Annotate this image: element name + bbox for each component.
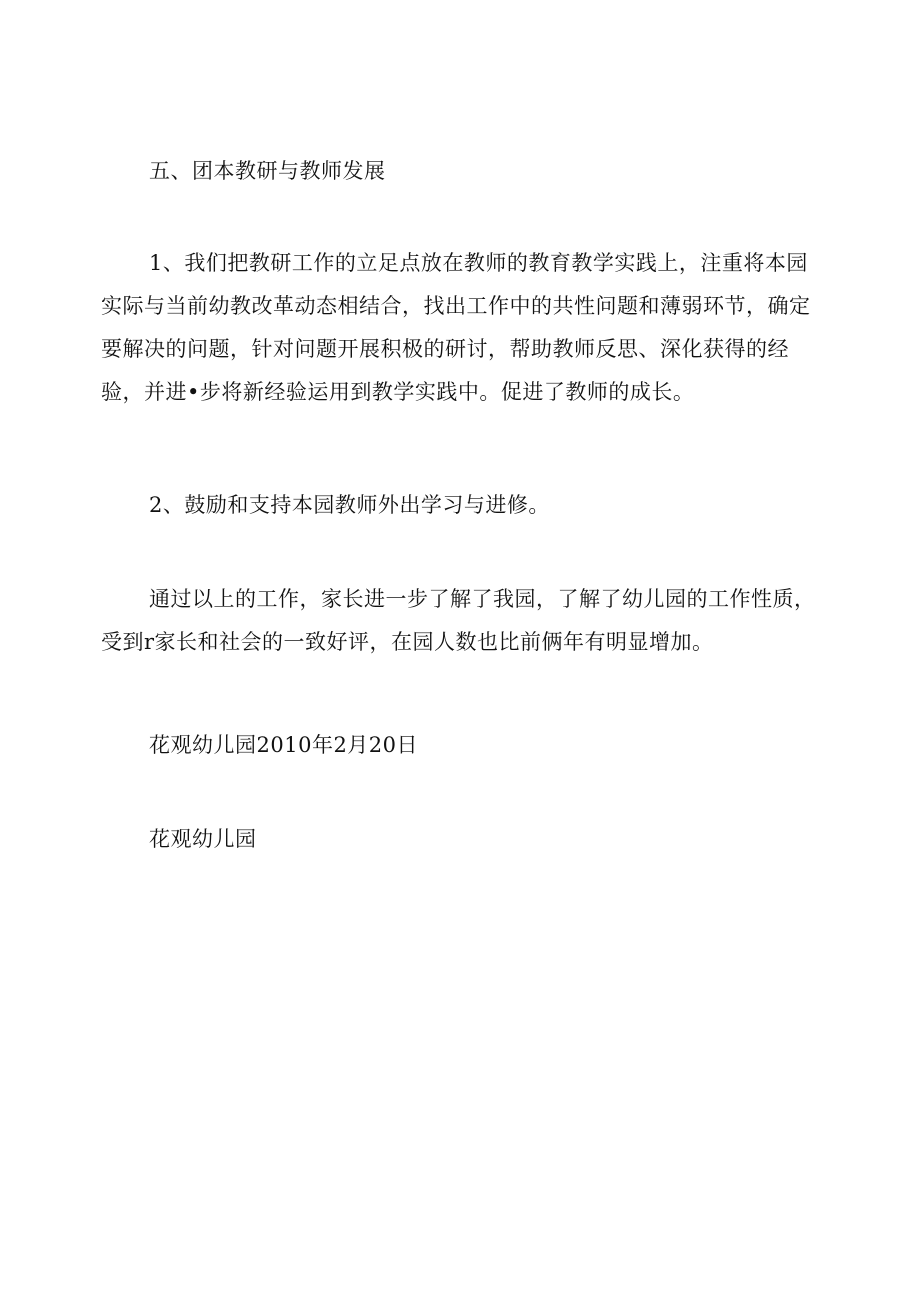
paragraph-2 xyxy=(101,484,821,527)
paragraph-1 xyxy=(101,242,821,414)
paragraph-3 xyxy=(101,578,821,664)
paragraph-1-line-4: 验，并进•步将新经验运用到教学实践中。促进了教师的成长。 xyxy=(101,380,695,404)
signature-date xyxy=(101,724,821,767)
signature-name-text: 花观幼儿园 xyxy=(149,827,257,851)
section-heading-text: 五、团本教研与教师发展 xyxy=(149,159,386,183)
paragraph-3-line-2: 受到r家长和社会的一致好评，在园人数也比前俩年有明显增加。 xyxy=(101,630,714,654)
paragraph-1-line-1: 1、我们把教研工作的立足点放在教师的教育教学实践上，注重将本园 xyxy=(149,251,808,275)
signature-date-text: 花观幼儿园2010年2月20日 xyxy=(149,733,419,757)
paragraph-1-line-2: 实际与当前幼教改革动态相结合，找出工作中的共性问题和薄弱环节，确定 xyxy=(101,294,811,318)
paragraph-1-line-3: 要解决的问题，针对问题开展积极的研讨，帮助教师反思、深化获得的经 xyxy=(101,337,789,361)
paragraph-2-text: 2、鼓励和支持本园教师外出学习与进修。 xyxy=(149,493,550,517)
section-heading xyxy=(101,150,821,193)
paragraph-3-line-1: 通过以上的工作，家长进一步了解了我园，了解了幼儿园的工作性质， xyxy=(149,587,816,611)
signature-name xyxy=(101,818,821,861)
